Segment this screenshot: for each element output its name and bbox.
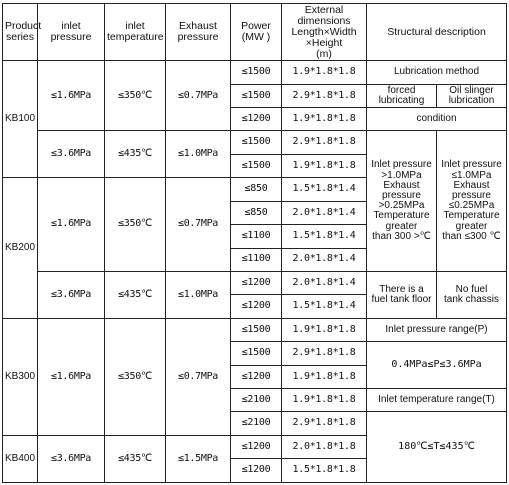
cell-no-fuel-chassis: No fuel tank chassis	[437, 271, 507, 318]
cell-pressure-range-value: 0.4MPa≤P≤3.6MPa	[367, 342, 507, 389]
cell-power: ≤1500	[231, 61, 282, 84]
cell-dimensions: 1.5*1.8*1.4	[282, 225, 367, 248]
cell-dimensions: 2.9*1.8*1.8	[282, 84, 367, 107]
cell-power: ≤850	[231, 201, 282, 224]
cell-inlet-temperature: ≤435℃	[105, 435, 166, 482]
cell-dimensions: 2.0*1.8*1.8	[282, 435, 367, 458]
cell-inlet-temperature: ≤350℃	[105, 61, 166, 131]
header-exhaust-pressure: Exhaust pressure	[166, 4, 231, 61]
cell-power: ≤1500	[231, 342, 282, 365]
header-inlet-temperature: inlet temperature	[105, 4, 166, 61]
cell-power: ≤1200	[231, 295, 282, 318]
cell-condition-low: Inlet pressure ≤1.0MPa Exhaust pressure ≤0.25MPa Temperature greater than ≤300 ℃	[437, 131, 507, 272]
series-kb200: KB200	[3, 178, 38, 319]
cell-inlet-pressure: ≤3.6MPa	[38, 271, 105, 318]
table-row	[3, 318, 507, 341]
cell-inlet-pressure: ≤1.6MPa	[38, 178, 105, 272]
cell-power: ≤2100	[231, 389, 282, 412]
cell-power: ≤850	[231, 178, 282, 201]
header-power: Power (MW )	[231, 4, 282, 61]
cell-power: ≤1200	[231, 107, 282, 130]
cell-dimensions: 1.5*1.8*1.4	[282, 295, 367, 318]
cell-forced-lubricating: forced lubricating	[367, 84, 437, 107]
cell-power: ≤2100	[231, 412, 282, 435]
cell-inlet-pressure: ≤1.6MPa	[38, 61, 105, 131]
cell-dimensions: 1.9*1.8*1.8	[282, 154, 367, 177]
cell-power: ≤1200	[231, 459, 282, 483]
cell-inlet-temperature: ≤350℃	[105, 318, 166, 435]
cell-power: ≤1200	[231, 271, 282, 294]
cell-dimensions: 1.9*1.8*1.8	[282, 318, 367, 341]
cell-dimensions: 2.0*1.8*1.4	[282, 271, 367, 294]
cell-dimensions: 2.9*1.8*1.8	[282, 412, 367, 435]
series-kb100: KB100	[3, 61, 38, 178]
header-structural: Structural description	[367, 4, 507, 61]
spec-table	[2, 3, 507, 483]
table-row	[3, 271, 507, 294]
cell-inlet-temperature: ≤435℃	[105, 131, 166, 178]
cell-power: ≤1500	[231, 318, 282, 341]
cell-dimensions: 2.9*1.8*1.8	[282, 342, 367, 365]
cell-power: ≤1500	[231, 84, 282, 107]
cell-inlet-pressure: ≤3.6MPa	[38, 435, 105, 482]
series-kb400: KB400	[3, 435, 38, 482]
cell-condition-high: Inlet pressure >1.0MPa Exhaust pressure >0.25MPa Temperature greater than 300 >℃	[367, 131, 437, 272]
cell-temperature-range-label: Inlet temperature range(T)	[367, 389, 507, 412]
cell-dimensions: 1.9*1.8*1.8	[282, 107, 367, 130]
cell-dimensions: 1.9*1.8*1.8	[282, 365, 367, 388]
cell-dimensions: 2.0*1.8*1.4	[282, 201, 367, 224]
cell-power: ≤1200	[231, 365, 282, 388]
cell-dimensions: 2.0*1.8*1.4	[282, 248, 367, 271]
cell-power: ≤1100	[231, 225, 282, 248]
cell-exhaust-pressure: ≤0.7MPa	[166, 61, 231, 131]
cell-inlet-temperature: ≤350℃	[105, 178, 166, 272]
header-row	[3, 4, 507, 61]
cell-power: ≤1100	[231, 248, 282, 271]
cell-dimensions: 1.5*1.8*1.4	[282, 178, 367, 201]
cell-power: ≤1500	[231, 131, 282, 154]
cell-power: ≤1200	[231, 435, 282, 458]
cell-dimensions: 1.9*1.8*1.8	[282, 389, 367, 412]
cell-fuel-tank-floor: There is a fuel tank floor	[367, 271, 437, 318]
cell-condition: condition	[367, 107, 507, 130]
header-dimensions: External dimensions Length×Width ×Height (m)	[282, 4, 367, 61]
cell-dimensions: 1.5*1.8*1.8	[282, 459, 367, 483]
cell-exhaust-pressure: ≤1.0MPa	[166, 271, 231, 318]
cell-exhaust-pressure: ≤1.0MPa	[166, 131, 231, 178]
cell-temperature-range-value: 180℃≤T≤435℃	[367, 412, 507, 483]
cell-dimensions: 2.9*1.8*1.8	[282, 131, 367, 154]
cell-pressure-range-label: Inlet pressure range(P)	[367, 318, 507, 341]
header-inlet-pressure: inlet pressure	[38, 4, 105, 61]
cell-power: ≤1500	[231, 154, 282, 177]
cell-oil-slinger: Oil slinger lubrication	[437, 84, 507, 107]
cell-inlet-temperature: ≤435℃	[105, 271, 166, 318]
series-kb300: KB300	[3, 318, 38, 435]
cell-inlet-pressure: ≤3.6MPa	[38, 131, 105, 178]
table-row	[3, 131, 507, 154]
cell-lubrication-method: Lubrication method	[367, 61, 507, 84]
cell-exhaust-pressure: ≤0.7MPa	[166, 178, 231, 272]
table-row	[3, 61, 507, 84]
cell-exhaust-pressure: ≤0.7MPa	[166, 318, 231, 435]
cell-inlet-pressure: ≤1.6MPa	[38, 318, 105, 435]
header-series: Product series	[3, 4, 38, 61]
cell-dimensions: 1.9*1.8*1.8	[282, 61, 367, 84]
cell-exhaust-pressure: ≤1.5MPa	[166, 435, 231, 482]
